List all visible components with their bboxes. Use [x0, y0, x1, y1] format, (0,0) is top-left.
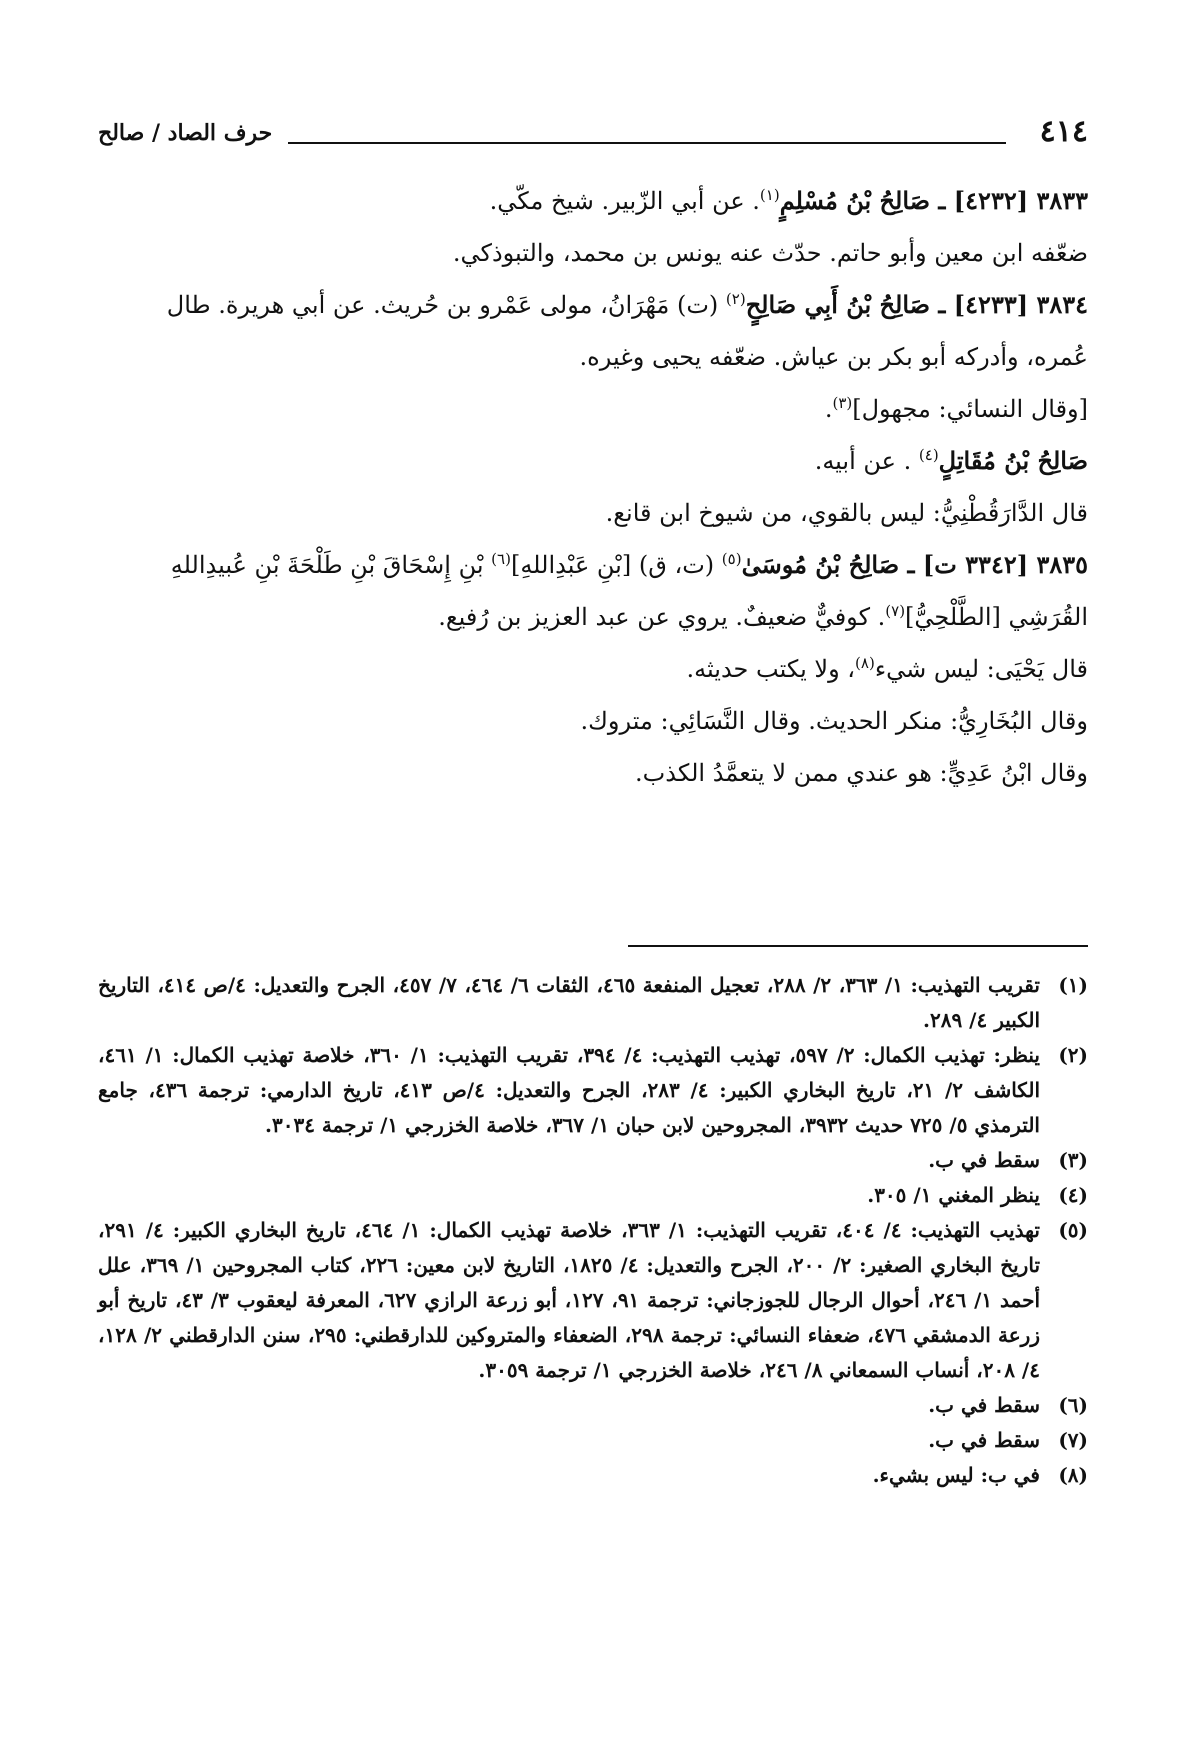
body-paragraph — [98, 227, 1088, 279]
footnote — [98, 1143, 1088, 1178]
footnote-ref: (٤) — [918, 446, 939, 464]
footnote — [98, 1178, 1088, 1213]
footnote-ref: (٢) — [725, 290, 746, 308]
footnote-text: تقريب التهذيب: ١/ ٣٦٣، ٢/ ٢٨٨، تعجيل المنفعة ٤٦٥، الثقات ٦/ ٤٦٤، ٧/ ٤٥٧، الجرح والتعديل: ٤/ص ٤١٤، التاريخ الكبير ٤/ ٢٨٩. — [98, 973, 1040, 1032]
text-segment: ، ولا يكتب حديثه. — [686, 655, 856, 683]
header-rule — [288, 142, 1006, 144]
running-title: حرف الصاد / صالح — [98, 120, 273, 146]
footnote — [98, 1388, 1088, 1423]
narrator-name: صَالِحُ بْنُ مُوسَىٰ — [741, 550, 900, 579]
text-segment: (ت، ق) [بْنِ عَبْدِاللهِ] — [510, 551, 722, 579]
body-paragraph — [98, 487, 1088, 539]
entry-number: ٣٨٣٣ [٤٢٣٢] ـ — [930, 186, 1088, 215]
footnote-number: (٧) — [1058, 1428, 1088, 1452]
footnote-ref: (٥) — [721, 550, 742, 568]
page-number: ٤١٤ — [1039, 114, 1088, 149]
text-segment: قال الدَّارَقُطْنِيُّ: ليس بالقوي، من شيوخ ابن قانع. — [605, 499, 1088, 527]
footnote-text: سقط في ب. — [928, 1148, 1040, 1172]
footnotes — [98, 968, 1088, 1493]
entry-number: ٣٨٣٥ [٣٣٤٢ ت] ـ — [899, 550, 1088, 579]
footnote-ref: (٣) — [832, 394, 853, 412]
text-segment: وقال البُخَارِيُّ: منكر الحديث. وقال النَّسَائِي: متروك. — [580, 707, 1088, 735]
footnote — [98, 968, 1088, 1038]
footnote — [98, 1038, 1088, 1143]
footnote-ref: (٦) — [491, 550, 511, 568]
text-segment: (ت) مَهْرَانُ، مولى عَمْرو بن حُريث. عن أبي هريرة. طال عُمره، وأدركه أبو بكر بن عياش. ضعّفه يحيى وغيره. — [166, 291, 1088, 371]
body-paragraph — [98, 175, 1088, 227]
footnote — [98, 1213, 1088, 1388]
text-segment: ضعّفه ابن معين وأبو حاتم. حدّث عنه يونس بن محمد، والتبوذكي. — [452, 239, 1088, 267]
footnote-text: سقط في ب. — [928, 1428, 1040, 1452]
footnote-number: (٥) — [1058, 1218, 1088, 1242]
footnote-text: في ب: ليس بشيء. — [872, 1463, 1040, 1487]
text-segment: . — [824, 395, 833, 423]
body-paragraph — [98, 435, 1088, 487]
footnote-ref: (٧) — [885, 602, 906, 620]
footnote-ref: (٨) — [855, 654, 875, 672]
entry-number: ٣٨٣٤ [٤٢٣٣] ـ — [930, 290, 1088, 319]
text-segment: قال يَحْيَى: ليس شيء — [874, 655, 1088, 683]
footnote-number: (٤) — [1058, 1183, 1088, 1207]
footnote-text: سقط في ب. — [928, 1393, 1040, 1417]
footnote-separator — [628, 945, 1088, 947]
text-segment: وقال ابْنُ عَدِيٍّ: هو عندي ممن لا يتعمَّدُ الكذب. — [635, 759, 1088, 787]
body-paragraph — [98, 643, 1088, 695]
footnote — [98, 1458, 1088, 1493]
page-header — [98, 112, 1088, 162]
text-segment: . كوفيٌّ ضعيفٌ. يروي عن عبد العزيز بن رُفيع. — [438, 603, 886, 631]
footnote-text: ينظر المغني ١/ ٣٠٥. — [867, 1183, 1040, 1207]
footnote-text: تهذيب التهذيب: ٤/ ٤٠٤، تقريب التهذيب: ١/ ٣٦٣، خلاصة تهذيب الكمال: ١/ ٤٦٤، تاريخ البخاري الكبير: ٤/ ٢٩١، تاريخ البخاري الصغير: ٢/ ٢٠٠، الجرح والتعديل: ٤/ ١٨٢٥، التاريخ لابن معين: ٢٢٦، كتاب المجروحين ١/ ٣٦٩، علل أحمد ١/ ٢٤٦، أحوال الرجال للجوزجاني: ترجمة ٩١، ١٢٧، أبو زرعة الرازي ٦٢٧، المعرفة ليعقوب ٣/ ٤٣، تاريخ أبو زرعة الدمشقي ٤٧٦، ضعفاء النسائي: ترجمة ٢٩٨، الضعفاء والمتروكين للدارقطني: ٢٩٥، سنن الدارقطني ٢/ ١٢٨، ٤/ ٢٠٨، أنساب السمعاني ٨/ ٢٤٦، خلاصة الخزرجي ١/ ترجمة ٣٠٥٩. — [98, 1218, 1041, 1382]
body-paragraph — [98, 539, 1088, 643]
text-segment: بْنِ إِسْحَاقَ بْنِ طَلْحَةَ بْنِ عُبيدِاللهِ القُرَشِي [الطَّلْحِيُّ] — [170, 551, 1088, 631]
narrator-name: صَالِحُ بْنُ مُسْلِمٍ — [779, 186, 931, 215]
footnote-number: (٢) — [1058, 1043, 1088, 1067]
body-paragraph — [98, 383, 1088, 435]
footnote-number: (١) — [1058, 973, 1088, 997]
footnote-number: (٨) — [1058, 1463, 1088, 1487]
narrator-name: صَالِحُ بْنُ مُقَاتِلٍ — [938, 446, 1088, 475]
footnote-number: (٣) — [1058, 1148, 1088, 1172]
footnote-ref: (١) — [759, 186, 780, 204]
narrator-name: صَالِحُ بْنُ أَبِي صَالِحٍ — [745, 290, 931, 319]
text-segment: . عن أبيه. — [814, 447, 919, 475]
body-paragraph — [98, 747, 1088, 799]
footnote — [98, 1423, 1088, 1458]
body-paragraph — [98, 279, 1088, 383]
main-text — [98, 175, 1088, 799]
text-segment: . عن أبي الزّبير. شيخ مكّي. — [489, 187, 760, 215]
footnote-text: ينظر: تهذيب الكمال: ٢/ ٥٩٧، تهذيب التهذيب: ٤/ ٣٩٤، تقريب التهذيب: ١/ ٣٦٠، خلاصة تهذيب الكمال: ١/ ٤٦١، الكاشف ٢/ ٢١، تاريخ البخاري الكبير: ٤/ ٢٨٣، الجرح والتعديل: ٤/ص ٤١٣، تاريخ الدارمي: ترجمة ٤٣٦، جامع الترمذي ٥/ ٧٢٥ حديث ٣٩٣٢، المجروحين لابن حبان ١/ ٣٦٧، خلاصة الخزرجي ١/ ترجمة ٣٠٣٤. — [98, 1043, 1041, 1137]
body-paragraph — [98, 695, 1088, 747]
footnote-number: (٦) — [1058, 1393, 1088, 1417]
text-segment: [وقال النسائي: مجهول] — [852, 395, 1088, 423]
